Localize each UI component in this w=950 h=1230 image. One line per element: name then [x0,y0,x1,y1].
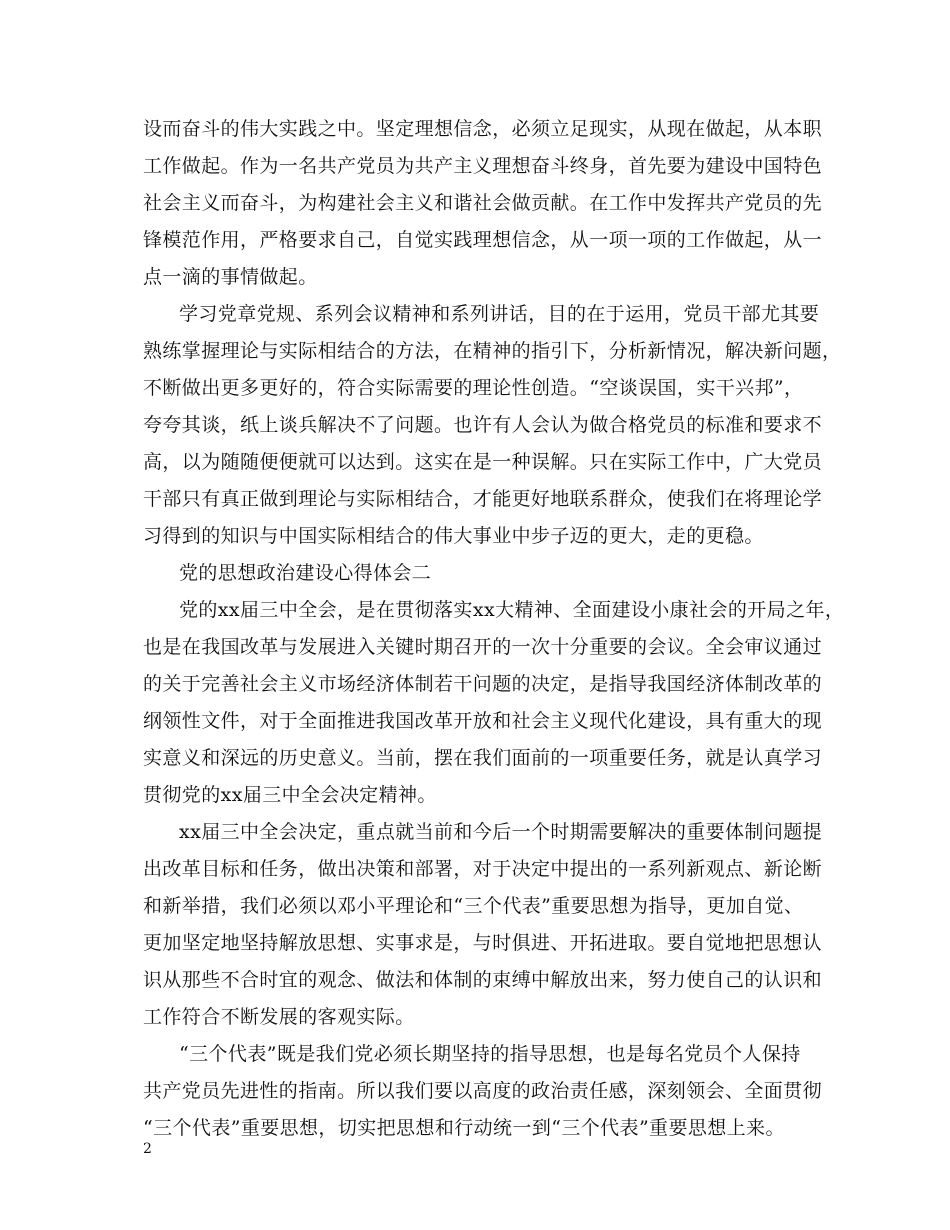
text-line: “三个代表”重要思想，切实把思想和行动统一到“三个代表”重要思想上来。 [143,1117,785,1139]
text-line: 贯彻党的xx届三中全会决定精神。 [143,784,437,806]
section-heading: 党的思想政治建设心得体会二 [179,562,432,584]
text-line: 夸夸其谈，纸上谈兵解决不了问题。也许有人会认为做合格党员的标准和要求不 [143,414,823,436]
text-line: 党的xx届三中全会，是在贯彻落实xx大精神、全面建设小康社会的开局之年， [179,599,845,621]
text-line: 设而奋斗的伟大实践之中。坚定理想信念，必须立足现实，从现在做起，从本职 [143,118,823,140]
text-line: 高，以为随随便便就可以达到。这实在是一种误解。只在实际工作中，广大党员 [143,451,823,473]
text-line: 不断做出更多更好的，符合实际需要的理论性创造。“空谈误国，实干兴邦”， [143,377,804,399]
text-line: 工作做起。作为一名共产党员为共产主义理想奋斗终身，首先要为建设中国特色 [143,155,823,177]
text-line: 学习党章党规、系列会议精神和系列讲话，目的在于运用，党员干部尤其要 [179,303,820,325]
text-line: 共产党员先进性的指南。所以我们要以高度的政治责任感，深刻领会、全面贯彻 [143,1080,823,1102]
text-line: xx届三中全会决定，重点就当前和今后一个时期需要解决的重要体制问题提 [179,821,823,843]
text-line: 点一滴的事情做起。 [143,266,318,288]
text-line: 更加坚定地坚持解放思想、实事求是，与时俱进、开拓进取。要自觉地把思想认 [143,932,823,954]
text-line: 识从那些不合时宜的观念、做法和体制的束缚中解放出来，努力使自己的认识和 [143,969,823,991]
text-line: “三个代表”既是我们党必须长期坚持的指导思想，也是每名党员个人保持 [179,1043,801,1065]
text-line: 实意义和深远的历史意义。当前，摆在我们面前的一项重要任务，就是认真学习 [143,747,823,769]
text-line: 纲领性文件，对于全面推进我国改革开放和社会主义现代化建设，具有重大的现 [143,710,823,732]
text-line: 习得到的知识与中国实际相结合的伟大事业中步子迈的更大，走的更稳。 [143,525,764,547]
page-number: 2 [143,1141,152,1157]
text-line: 社会主义而奋斗，为构建社会主义和谐社会做贡献。在工作中发挥共产党员的先 [143,192,823,214]
text-line: 也是在我国改革与发展进入关键时期召开的一次十分重要的会议。全会审议通过 [143,636,823,658]
text-line: 和新举措，我们必须以邓小平理论和“三个代表”重要思想为指导，更加自觉、 [143,895,804,917]
text-line: 出改革目标和任务，做出决策和部署，对于决定中提出的一系列新观点、新论断 [143,858,823,880]
text-line: 工作符合不断发展的客观实际。 [143,1006,415,1028]
text-line: 熟练掌握理论与实际相结合的方法，在精神的指引下，分析新情况，解决新问题， [143,340,842,362]
text-line: 锋模范作用，严格要求自己，自觉实践理想信念，从一项一项的工作做起，从一 [143,229,823,251]
text-line: 干部只有真正做到理论与实际相结合，才能更好地联系群众，使我们在将理论学 [143,488,823,510]
text-line: 的关于完善社会主义市场经济体制若干问题的决定，是指导我国经济体制改革的 [143,673,823,695]
